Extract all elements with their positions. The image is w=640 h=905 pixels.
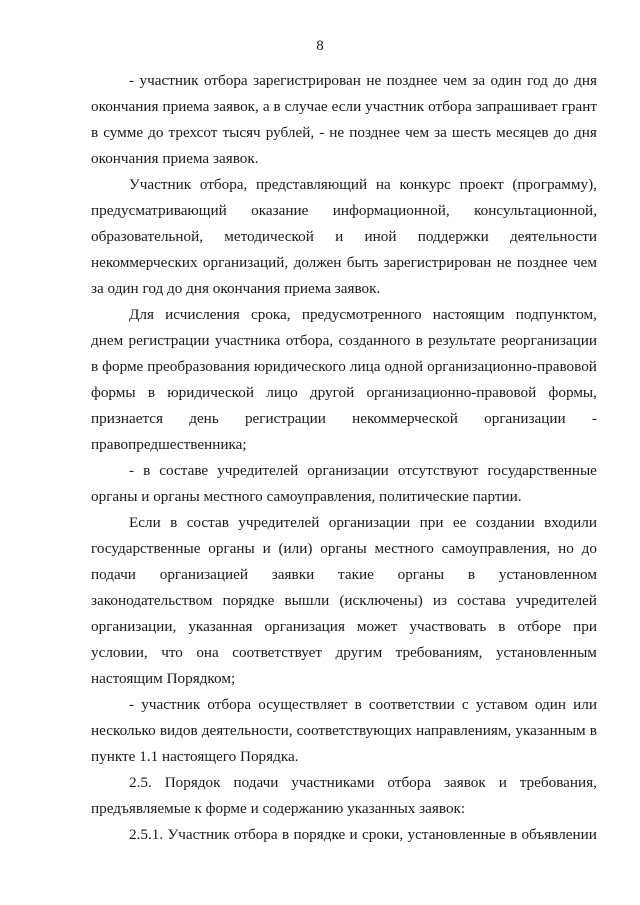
text-line: признается день регистрации некоммерческой организации - bbox=[91, 410, 597, 427]
text-line: в сумме до трехсот тысяч рублей, - не позднее чем за шесть месяцев до дня bbox=[91, 124, 597, 141]
text-line: органы и органы местного самоуправления, политические партии. bbox=[91, 488, 522, 505]
text-line: Для исчисления срока, предусмотренного настоящим подпунктом, bbox=[129, 306, 597, 323]
text-line: законодательством порядке вышли (исключены) из состава учредителей bbox=[91, 592, 597, 609]
text-line: пункте 1.1 настоящего Порядка. bbox=[91, 748, 299, 765]
text-line: - в составе учредителей организации отсутствуют государственные bbox=[129, 462, 597, 479]
text-line: государственные органы и (или) органы местного самоуправления, но до bbox=[91, 540, 597, 557]
text-line: окончания приема заявок. bbox=[91, 150, 259, 167]
text-line: предъявляемые к форме и содержанию указанных заявок: bbox=[91, 800, 466, 817]
text-line: подачи организацией заявки такие органы в установленном bbox=[91, 566, 597, 583]
text-line: - участник отбора зарегистрирован не позднее чем за один год до дня bbox=[129, 72, 597, 89]
text-line: за один год до дня окончания приема заявок. bbox=[91, 280, 381, 297]
text-line: днем регистрации участника отбора, созданного в результате реорганизации bbox=[91, 332, 597, 349]
text-line: окончания приема заявок, а в случае если участник отбора запрашивает грант bbox=[91, 98, 597, 115]
text-line: 2.5.1. Участник отбора в порядке и сроки, установленные в объявлении bbox=[129, 826, 597, 843]
text-line: некоммерческих организаций, должен быть зарегистрирован не позднее чем bbox=[91, 254, 597, 271]
text-line: организации, указанная организация может участвовать в отборе при bbox=[91, 618, 597, 635]
document-body bbox=[91, 68, 597, 848]
text-line: в форме преобразования юридического лица одной организационно-правовой bbox=[91, 358, 597, 375]
page-number: 8 bbox=[316, 38, 324, 54]
text-line: предусматривающий оказание информационной, консультационной, bbox=[91, 202, 597, 219]
text-line: условии, что она соответствует другим требованиям, установленным bbox=[91, 644, 597, 661]
text-line: формы в юридической лицо другой организационно-правовой формы, bbox=[91, 384, 597, 401]
text-line: правопредшественника; bbox=[91, 436, 247, 453]
text-line: несколько видов деятельности, соответствующих направлениям, указанным в bbox=[91, 722, 597, 739]
text-line: образовательной, методической и иной поддержки деятельности bbox=[91, 228, 597, 245]
text-line: Если в состав учредителей организации при ее создании входили bbox=[129, 514, 597, 531]
text-line: настоящим Порядком; bbox=[91, 670, 236, 687]
text-line: Участник отбора, представляющий на конкурс проект (программу), bbox=[129, 176, 597, 193]
text-line: - участник отбора осуществляет в соответствии с уставом один или bbox=[129, 696, 597, 713]
text-line: 2.5. Порядок подачи участниками отбора заявок и требования, bbox=[129, 774, 597, 791]
